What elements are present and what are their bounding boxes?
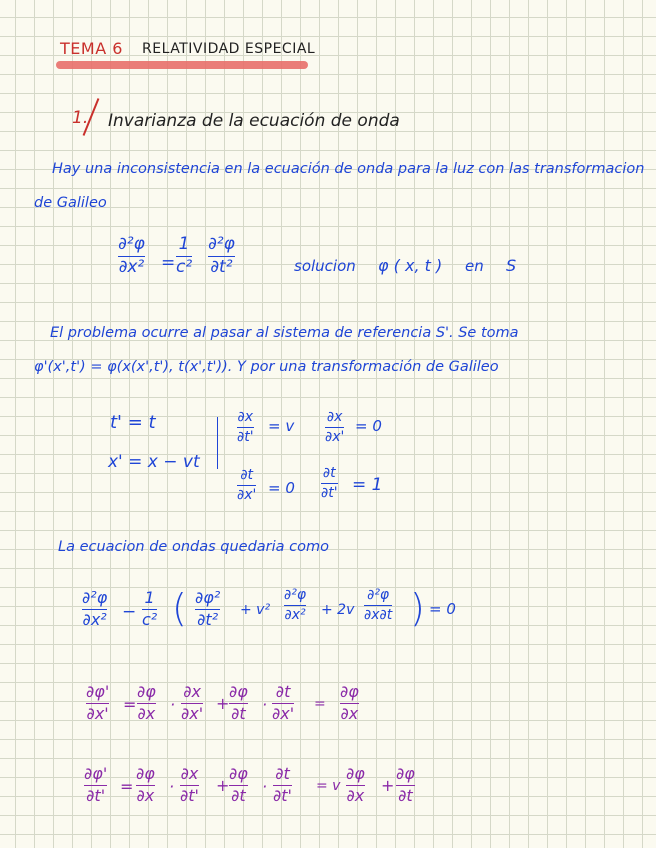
eq3-term-d: ∂t ∂x' xyxy=(272,682,295,723)
eq4-term-d: ∂t ∂t' xyxy=(273,764,292,805)
para2-line1: El problema ocurre al pasar al sistema de referencia S'. Se toma xyxy=(50,325,519,341)
eq4-plus: + xyxy=(216,776,230,795)
deriv-dx-dx-val: = 0 xyxy=(355,417,382,435)
eq1-coef: 1 c² xyxy=(176,234,193,277)
para3-line1: La ecuacion de ondas quedaria como xyxy=(58,539,329,555)
eq3-dot-2: · xyxy=(262,695,268,714)
para1-line1: Hay una inconsistencia en la ecuación de onda para la luz con las transformacion xyxy=(52,161,645,177)
eq1-solution-in: en xyxy=(465,257,484,275)
eq4-term-c: ∂φ ∂t xyxy=(229,764,248,805)
transform-x: x' = x − vt xyxy=(108,452,200,472)
deriv-dt-dx-val: = 0 xyxy=(268,479,295,497)
eq3-term-a: ∂φ ∂x xyxy=(137,682,156,723)
eq2-term-d: ∂²φ ∂x∂t xyxy=(364,587,393,623)
deriv-dt-dt: ∂t ∂t' xyxy=(321,465,338,501)
tema-label: TEMA 6 xyxy=(60,39,123,58)
eq4-plus-2: + xyxy=(381,776,395,795)
eq3-plus: + xyxy=(216,694,230,713)
eq4-term-b: ∂x ∂t' xyxy=(180,764,199,805)
eq4-equals: = xyxy=(120,777,134,796)
eq2-term-a: ∂²φ ∂x² xyxy=(82,588,108,629)
section-number: 1. xyxy=(72,108,89,128)
eq2-term-b: ∂φ² ∂t² xyxy=(195,588,221,629)
eq1-solution-label: solucion xyxy=(294,257,356,275)
eq3-dot-1: · xyxy=(170,695,176,714)
eq4-rhs-2: ∂φ ∂t xyxy=(396,764,415,805)
eq2-term-c: ∂²φ ∂x² xyxy=(284,587,307,623)
transform-divider xyxy=(217,417,218,469)
section-heading: Invarianza de la ecuación de onda xyxy=(108,111,400,131)
eq4-lhs: ∂φ' ∂t' xyxy=(84,764,108,805)
page-title: RELATIVIDAD ESPECIAL xyxy=(142,41,316,57)
deriv-dx-dt-val: = v xyxy=(268,417,295,435)
eq1-solution-fn: φ ( x, t ) xyxy=(378,256,443,275)
eq3-term-b: ∂x ∂x' xyxy=(181,682,204,723)
eq1-lhs-num: ∂²φ xyxy=(118,234,145,254)
eq3-term-c: ∂φ ∂t xyxy=(229,682,248,723)
eq2-close-paren: ) xyxy=(410,586,425,630)
eq4-rhs-1: ∂φ ∂x xyxy=(346,764,365,805)
eq3-equals: = xyxy=(123,695,137,714)
para1-line2: de Galileo xyxy=(34,195,107,211)
para2-line2: φ'(x',t') = φ(x(x',t'), t(x',t')). Y por una transformación de Galileo xyxy=(34,359,499,375)
eq1-lhs xyxy=(118,236,145,277)
deriv-dt-dx: ∂t ∂x' xyxy=(237,467,257,503)
transform-t: t' = t xyxy=(110,412,156,433)
eq3-equals-2: = xyxy=(314,696,326,712)
eq2-coef: 1 c² xyxy=(142,588,158,629)
eq2-plus-2v: + 2v xyxy=(321,602,355,618)
eq3-lhs: ∂φ' ∂x' xyxy=(86,682,110,723)
eq1-equals: = xyxy=(161,253,176,273)
eq2-minus: − xyxy=(122,602,137,622)
eq4-term-a: ∂φ ∂x xyxy=(136,764,155,805)
deriv-dx-dt: ∂x ∂t' xyxy=(237,409,254,445)
eq4-dot-2: · xyxy=(262,777,268,796)
eq2-open-paren: ( xyxy=(172,586,187,630)
eq2-equals-zero: = 0 xyxy=(429,600,456,618)
eq3-rhs: ∂φ ∂x xyxy=(340,682,359,723)
deriv-dx-dx: ∂x ∂x' xyxy=(325,409,345,445)
eq1-lhs-den: ∂x² xyxy=(118,256,145,277)
eq4-dot-1: · xyxy=(169,777,175,796)
title-highlight xyxy=(56,61,308,69)
eq1-rhs: ∂²φ ∂t² xyxy=(208,234,235,277)
eq2-plus-v2: + v² xyxy=(240,602,271,618)
deriv-dt-dt-val: = 1 xyxy=(352,475,383,495)
eq1-solution-frame: S xyxy=(506,256,517,275)
eq4-equals-v: = v xyxy=(316,778,341,794)
